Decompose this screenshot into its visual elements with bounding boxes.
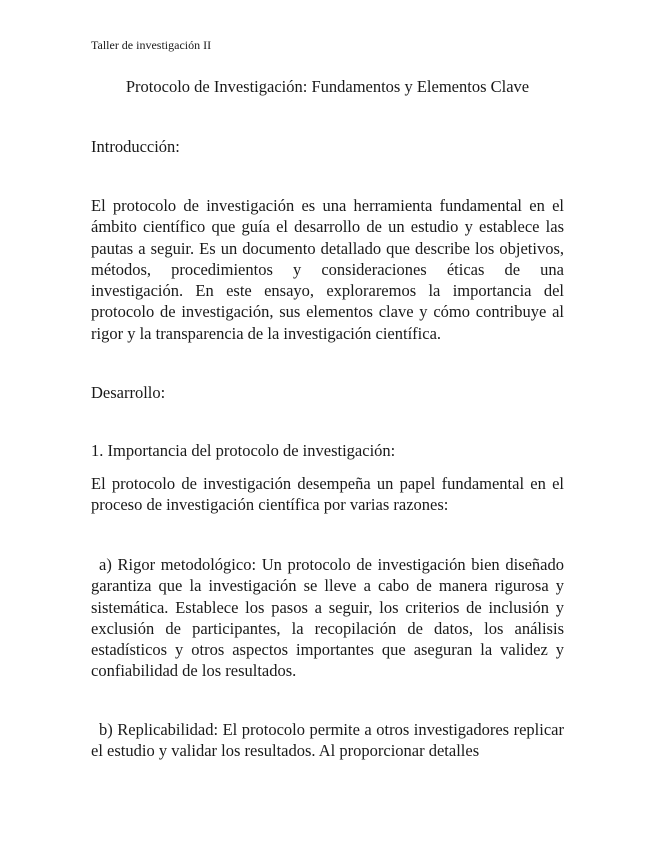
document-title: Protocolo de Investigación: Fundamentos y Elementos Clave [125,77,530,96]
intro-paragraph: El protocolo de investigación es una herramienta fundamental en el ámbito científico que guía el desarrollo de un estudio y establece las pautas a seguir. Es un documento detallado que describe los objetivos, métodos, procedimientos y consideraciones éticas de una investigación. En este ensayo, exploraremos la importancia del protocolo de investigación, sus elementos clave y cómo contribuye al rigor y la transparencia de la investigación científica. [91,196,564,343]
section1-heading: 1. Importancia del protocolo de investigación: [91,441,396,460]
point-a-paragraph: a) Rigor metodológico: Un protocolo de investigación bien diseñado garantiza que la investigación se lleve a cabo de manera rigurosa y sistemática. Establece los pasos a seguir, los criterios de inclusión y exclusión de participantes, la recopilación de datos, los análisis estadísticos y otros aspectos importantes que aseguran la validez y confiabilidad de los resultados. [91,555,564,681]
development-heading: Desarrollo: [91,383,166,402]
page-header: Taller de investigación II [91,38,212,52]
section1-paragraph: El protocolo de investigación desempeña un papel fundamental en el proceso de investigación científica por varias razones: [91,474,564,515]
point-b-paragraph: b) Replicabilidad: El protocolo permite a otros investigadores replicar el estudio y validar los resultados. Al proporcionar detalles [91,720,564,761]
intro-heading: Introducción: [91,137,180,156]
